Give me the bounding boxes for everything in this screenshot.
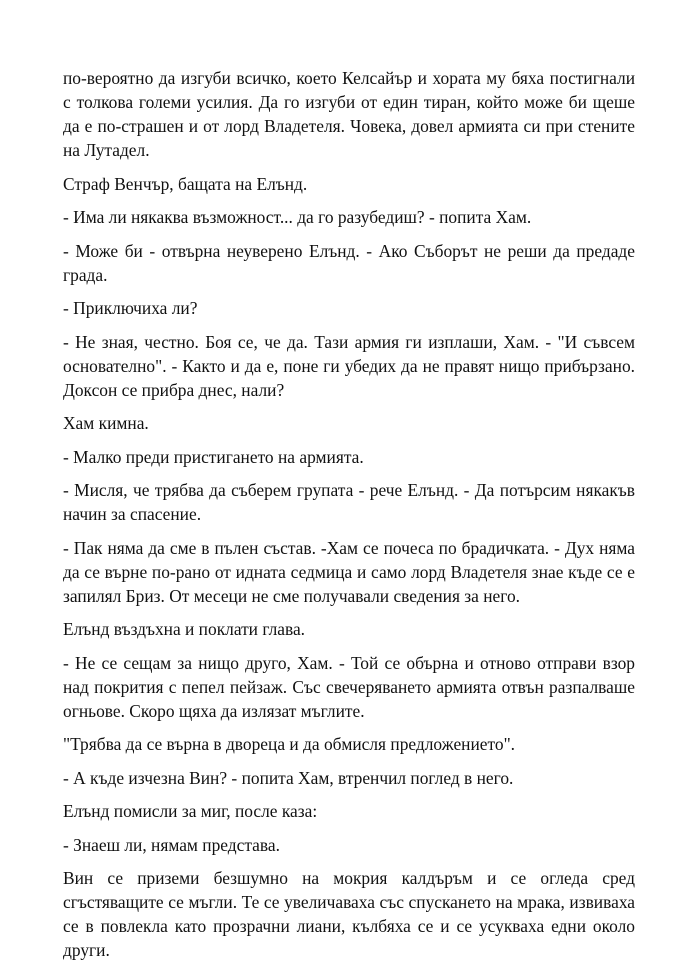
paragraph: Елънд въздъхна и поклати глава.: [63, 619, 306, 639]
paragraph: - Мисля, че трябва да съберем групата - рече Елънд. - Да потърсим някакъв начин за спасение.: [63, 480, 635, 524]
paragraph: по-вероятно да изгуби всичко, което Келсайър и хората му бяха постигнали с толкова големи усилия. Да го изгуби от един тиран, който може би щеше да е по-страшен и от лорд Владетеля. Човека, довел армията си при стените на Лутадел.: [63, 68, 635, 160]
document-page: [63, 66, 635, 972]
paragraph: "Трябва да се върна в двореца и да обмисля предложението".: [63, 734, 516, 754]
paragraph: - Приключиха ли?: [63, 298, 198, 318]
paragraph: - Малко преди пристигането на армията.: [63, 446, 364, 467]
paragraph: Вин се приземи безшумно на мокрия калдъръм и се огледа сред сгъстяващите се мъгли. Те се увеличаваха със спускането на мрака, извиваха се в повлекла като прозрачни лиани, кълбяха се и се усукваха едни около други.: [63, 868, 635, 960]
paragraph: Хам кимна.: [63, 413, 149, 433]
paragraph: Страф Венчър, бащата на Елънд.: [63, 173, 308, 194]
paragraph: - Може би - отвърна неуверено Елънд. - Ако Съборът не реши да предаде града.: [63, 240, 635, 285]
paragraph: - Не зная, честно. Боя се, че да. Тази армия ги изплаши, Хам. - "И съвсем основателно". - Както и да е, поне ги убедих да не правят нищо прибързано. Доксон се прибра днес, нали?: [63, 331, 635, 400]
paragraph: - Знаеш ли, нямам представа.: [63, 834, 280, 855]
paragraph: - А къде изчезна Вин? - попита Хам, втренчил поглед в него.: [63, 767, 514, 788]
paragraph: - Не се сещам за нищо друго, Хам. - Той се обърна и отново отправи взор над покрития с пепел пейзаж. Със свечеряването армията отвън разпалваше огньове. Скоро щяха да излязат мъглите.: [63, 652, 635, 721]
paragraph: Елънд помисли за миг, после каза:: [63, 801, 318, 821]
paragraph: - Има ли някаква възможност... да го разубедиш? - попита Хам.: [63, 207, 532, 227]
paragraph: - Пак няма да сме в пълен състав. -Хам се почеса по брадичката. - Дух няма да се върне по-рано от идната седмица и само лорд Владетеля знае къде се е запилял Бриз. От месеци не сме получавали сведения за него.: [63, 537, 635, 606]
